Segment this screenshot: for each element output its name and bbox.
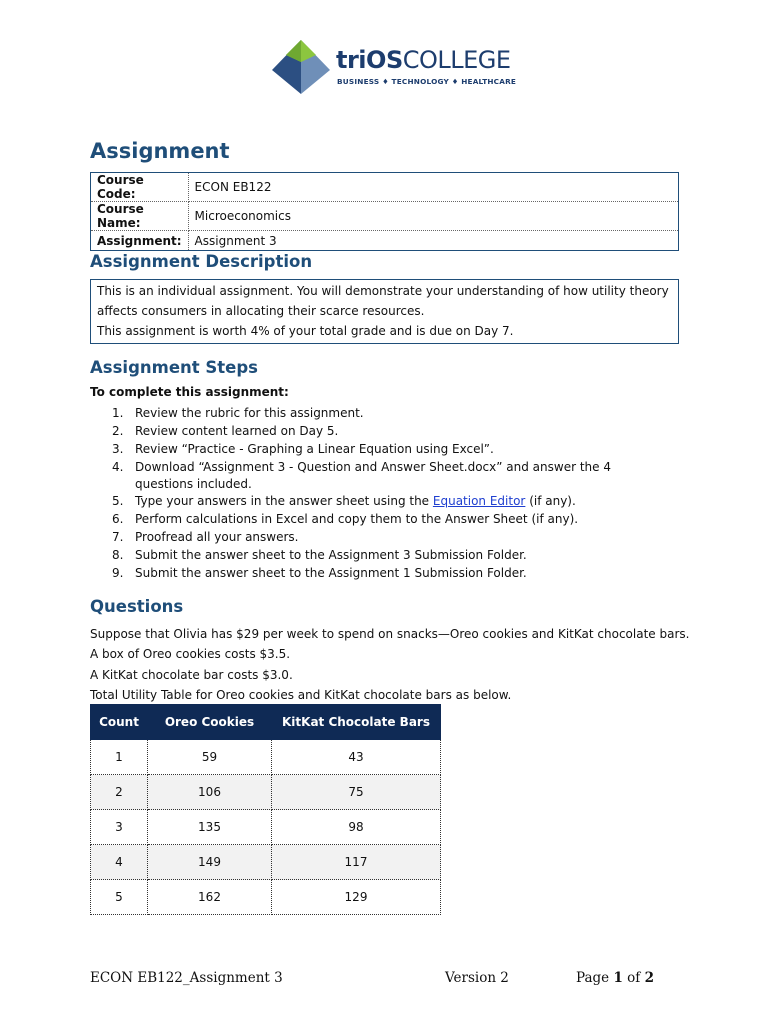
- step-number: 7.: [112, 530, 124, 544]
- step-text-pre: Type your answers in the answer sheet using the: [135, 494, 433, 508]
- description-heading: Assignment Description: [90, 252, 313, 271]
- table-cell: 162: [148, 880, 272, 915]
- logo-tagline: BUSINESS ♦ TECHNOLOGY ♦ HEALTHCARE: [337, 77, 517, 86]
- table-cell: 5: [91, 880, 148, 915]
- utility-table: [90, 704, 441, 915]
- step-text: Submit the answer sheet to the Assignment 3 Submission Folder.: [135, 548, 527, 562]
- step-text: Review “Practice - Graphing a Linear Equation using Excel”.: [135, 442, 494, 456]
- step-text: Review the rubric for this assignment.: [135, 406, 364, 420]
- table-row: [91, 880, 441, 915]
- step-number: 3.: [112, 442, 124, 456]
- table-cell: 129: [272, 880, 441, 915]
- step-text: Proofread all your answers.: [135, 530, 299, 544]
- question-line: A box of Oreo cookies costs $3.5.: [90, 647, 291, 662]
- step-text: Perform calculations in Excel and copy them to the Answer Sheet (if any).: [135, 512, 579, 526]
- college-logo: [270, 38, 517, 96]
- table-cell: 59: [148, 740, 272, 775]
- description-text: This is an individual assignment. You will demonstrate your understanding of how utility theory affects consumers in allocating their scarce resources.: [97, 284, 669, 318]
- step-number: 8.: [112, 548, 124, 562]
- page-prefix: Page: [576, 970, 614, 986]
- table-cell: 149: [148, 845, 272, 880]
- footer-version: Version 2: [445, 970, 509, 986]
- list-item: [90, 405, 650, 423]
- table-cell: 3: [91, 810, 148, 845]
- table-cell: 4: [91, 845, 148, 880]
- description-box: [90, 279, 679, 344]
- course-info-table: [90, 172, 679, 251]
- step-number: 1.: [112, 406, 124, 420]
- step-text: Download “Assignment 3 - Question and Answer Sheet.docx” and answer the 4 questions included.: [135, 460, 611, 491]
- list-item: [90, 529, 650, 547]
- list-item: [90, 423, 650, 441]
- question-line: A KitKat chocolate bar costs $3.0.: [90, 667, 293, 682]
- column-header-oreo: Oreo Cookies: [148, 705, 272, 740]
- footer-page-number: [576, 970, 654, 986]
- table-cell: 98: [272, 810, 441, 845]
- info-key: Assignment:: [91, 231, 189, 251]
- list-item: [90, 547, 650, 565]
- list-item: [90, 441, 650, 459]
- steps-intro: To complete this assignment:: [90, 385, 289, 399]
- question-line: Total Utility Table for Oreo cookies and KitKat chocolate bars as below.: [90, 687, 512, 702]
- table-header-row: [91, 705, 441, 740]
- step-text-post: (if any).: [525, 494, 576, 508]
- table-cell: 106: [148, 775, 272, 810]
- step-number: 6.: [112, 512, 124, 526]
- step-number: 4.: [112, 460, 124, 474]
- info-key: Course Code:: [91, 173, 189, 202]
- info-value: ECON EB122: [188, 173, 678, 202]
- info-value: Assignment 3: [194, 233, 277, 248]
- questions-heading: Questions: [90, 597, 184, 616]
- list-item: [90, 511, 650, 529]
- info-row: [91, 173, 679, 202]
- page-title: Assignment: [90, 139, 230, 163]
- step-number: 2.: [112, 424, 124, 438]
- column-header-kitkat: KitKat Chocolate Bars: [272, 705, 441, 740]
- list-item: [90, 493, 650, 511]
- info-key: Course Name:: [91, 202, 189, 231]
- pyramid-logo-icon: [270, 38, 332, 96]
- step-text: Review content learned on Day 5.: [135, 424, 339, 438]
- page-total: 2: [644, 970, 654, 986]
- table-cell: 75: [272, 775, 441, 810]
- list-item: [90, 565, 650, 583]
- page-mid: of: [622, 970, 645, 986]
- column-header-count: Count: [91, 705, 148, 740]
- info-row: [91, 202, 679, 231]
- table-cell: 135: [148, 810, 272, 845]
- table-row: [91, 810, 441, 845]
- questions-text: [90, 624, 689, 705]
- logo-name-thin: COLLEGE: [402, 46, 511, 74]
- question-line: Suppose that Olivia has $29 per week to spend on snacks—Oreo cookies and KitKat chocolate bars.: [90, 627, 690, 641]
- table-cell: 43: [272, 740, 441, 775]
- step-text: Submit the answer sheet to the Assignment 1 Submission Folder.: [135, 566, 527, 580]
- logo-wordmark: [336, 46, 511, 74]
- table-row: [91, 775, 441, 810]
- info-value: Microeconomics: [188, 202, 678, 231]
- steps-heading: Assignment Steps: [90, 358, 258, 377]
- info-row: [91, 231, 679, 251]
- table-row: [91, 740, 441, 775]
- description-grade-text: This assignment is worth 4% of your total grade and is due on Day 7.: [97, 324, 514, 338]
- table-cell: 2: [91, 775, 148, 810]
- list-item: [90, 459, 650, 493]
- step-number: 9.: [112, 566, 124, 580]
- logo-name-bold: triOS: [336, 46, 403, 74]
- table-cell: 1: [91, 740, 148, 775]
- steps-list: [90, 405, 650, 583]
- footer-course: ECON EB122_Assignment 3: [90, 970, 283, 986]
- step-number: 5.: [112, 494, 124, 508]
- page-current: 1: [613, 970, 623, 986]
- equation-editor-link[interactable]: Equation Editor: [432, 494, 526, 508]
- table-cell: 117: [272, 845, 441, 880]
- table-row: [91, 845, 441, 880]
